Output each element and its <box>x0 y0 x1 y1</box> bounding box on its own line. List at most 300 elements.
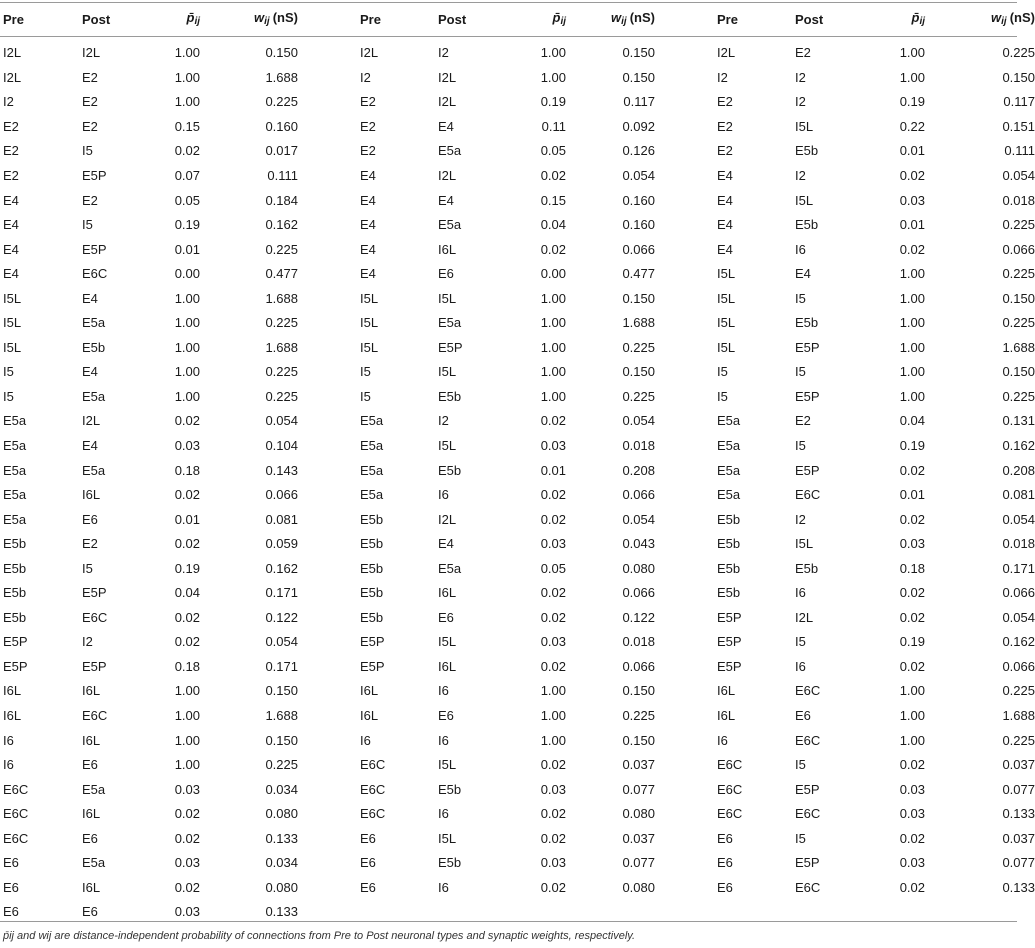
cell-pre: E6 <box>360 879 376 895</box>
cell-post: E6C <box>795 487 821 503</box>
cell-weight: 0.225 <box>622 388 655 404</box>
cell-weight: 0.077 <box>1002 781 1035 797</box>
cell-weight: 1.688 <box>265 69 298 85</box>
cell-pre: E5P <box>360 634 385 650</box>
cell-weight: 0.150 <box>1002 364 1035 380</box>
cell-post: E6 <box>438 266 454 282</box>
cell-probability: 0.02 <box>174 830 200 846</box>
column-spacer <box>655 262 713 287</box>
column-spacer <box>298 35 356 66</box>
cell-weight: 0.017 <box>265 143 298 159</box>
cell-weight: 0.225 <box>265 757 298 773</box>
table-row <box>0 360 1035 385</box>
cell-weight: 0.018 <box>622 438 655 454</box>
column-spacer <box>298 164 356 189</box>
column-spacer <box>655 434 713 459</box>
cell-weight: 0.150 <box>1002 69 1035 85</box>
cell-pre: E5a <box>717 462 741 478</box>
cell-pre: E6 <box>3 904 19 920</box>
cell-probability: 0.02 <box>540 609 566 625</box>
cell-probability: 1.00 <box>899 708 925 724</box>
cell-pre: E6C <box>3 806 29 822</box>
cell-probability: 1.00 <box>899 266 925 282</box>
cell-weight: 0.133 <box>265 830 298 846</box>
weight-symbol: w <box>991 10 1002 25</box>
column-spacer <box>655 286 713 311</box>
cell-post: E6 <box>82 757 98 773</box>
cell-weight: 0.077 <box>622 781 655 797</box>
column-spacer <box>655 458 713 483</box>
table-top-rule <box>0 2 1017 3</box>
cell-post: E5P <box>795 339 820 355</box>
header-post: Post <box>795 12 824 27</box>
cell-probability: 0.03 <box>899 781 925 797</box>
cell-post: I5 <box>82 217 93 233</box>
cell-weight: 0.066 <box>622 487 655 503</box>
cell-post: E5P <box>82 241 107 257</box>
cell-probability: 1.00 <box>174 94 200 110</box>
cell-post: E5P <box>82 168 107 183</box>
cell-post: I5L <box>438 290 457 306</box>
cell-probability: 1.00 <box>540 339 566 355</box>
cell-post: I2 <box>795 511 806 527</box>
cell-probability: 0.02 <box>174 487 200 503</box>
cell-weight: 0.080 <box>622 806 655 822</box>
cell-probability: 1.00 <box>899 683 925 699</box>
cell-pre: E2 <box>717 143 733 159</box>
column-spacer <box>655 581 713 606</box>
cell-post: I5L <box>438 757 457 773</box>
cell-probability: 0.18 <box>899 560 925 576</box>
cell-pre: E2 <box>717 118 733 134</box>
cell-pre: E5a <box>3 413 27 429</box>
cell-weight: 0.225 <box>1002 266 1035 282</box>
cell-post: E5b <box>795 315 819 331</box>
cell-weight: 0.477 <box>265 266 298 282</box>
cell-post: I2 <box>795 69 806 85</box>
table-row <box>0 35 1035 66</box>
cell-post: E2 <box>82 69 98 85</box>
cell-post: E5b <box>795 217 819 233</box>
column-spacer <box>298 360 356 385</box>
cell-pre: I6 <box>717 732 728 748</box>
cell-pre: E6 <box>360 855 376 871</box>
cell-weight: 0.150 <box>265 683 298 699</box>
cell-pre: E2 <box>360 143 376 159</box>
cell-pre: E5P <box>717 634 742 650</box>
cell-pre: I6L <box>360 708 379 724</box>
probability-subscript: ij <box>919 16 925 27</box>
cell-probability: 0.22 <box>899 118 925 134</box>
cell-pre: I5 <box>717 388 728 404</box>
cell-pre: E5a <box>3 511 27 527</box>
cell-probability: 0.19 <box>899 94 925 110</box>
cell-weight: 0.054 <box>265 413 298 429</box>
cell-weight: 0.066 <box>1002 241 1035 257</box>
table-row <box>0 802 1035 827</box>
cell-weight: 0.081 <box>1002 487 1035 503</box>
column-spacer <box>298 409 356 434</box>
cell-pre: E6C <box>717 806 743 822</box>
cell-pre: I5 <box>3 364 14 380</box>
cell-post: E4 <box>438 192 454 208</box>
cell-probability: 1.00 <box>540 315 566 331</box>
cell-weight: 1.688 <box>265 339 298 355</box>
cell-pre: E5b <box>3 536 27 552</box>
column-spacer <box>655 360 713 385</box>
cell-pre: I5L <box>3 315 22 331</box>
cell-weight: 1.688 <box>622 315 655 331</box>
cell-pre: E6 <box>717 830 733 846</box>
cell-post: I6L <box>438 241 457 257</box>
column-spacer <box>655 655 713 680</box>
cell-pre: I6L <box>717 708 736 724</box>
cell-weight: 0.208 <box>1002 462 1035 478</box>
column-spacer <box>655 851 713 876</box>
cell-probability: 1.00 <box>899 45 925 61</box>
cell-post: E5P <box>82 658 107 674</box>
cell-post: E2 <box>795 413 811 429</box>
cell-probability: 0.04 <box>540 217 566 233</box>
header-probability: $p̄_{ij}$ <box>911 10 925 27</box>
column-spacer <box>298 483 356 508</box>
cell-weight: 0.184 <box>265 192 298 208</box>
cell-pre: E2 <box>3 118 19 134</box>
probability-subscript: ij <box>560 16 566 27</box>
cell-pre: I6L <box>3 683 22 699</box>
cell-post: E6C <box>82 708 108 724</box>
cell-post: E4 <box>438 536 454 552</box>
cell-probability: 1.00 <box>540 69 566 85</box>
cell-weight: 0.151 <box>1002 118 1035 134</box>
cell-probability: 0.03 <box>540 536 566 552</box>
cell-post: I6 <box>438 732 449 748</box>
table-row <box>0 311 1035 336</box>
cell-weight: 0.143 <box>265 462 298 478</box>
cell-post: E6 <box>795 708 811 724</box>
cell-probability: 0.02 <box>540 585 566 601</box>
column-spacer <box>298 728 356 753</box>
column-spacer <box>655 66 713 91</box>
cell-weight: 0.225 <box>265 388 298 404</box>
table-row <box>0 777 1035 802</box>
column-spacer <box>655 753 713 778</box>
cell-weight: 0.080 <box>622 560 655 576</box>
cell-pre: E6C <box>3 781 29 797</box>
cell-probability: 0.03 <box>899 192 925 208</box>
cell-post: I5 <box>82 143 93 159</box>
cell-pre: E5P <box>360 658 385 674</box>
column-spacer <box>655 385 713 410</box>
column-spacer <box>298 876 356 901</box>
cell-probability: 0.02 <box>540 168 566 183</box>
cell-weight: 0.162 <box>1002 438 1035 454</box>
cell-probability: 0.02 <box>174 879 200 895</box>
column-spacer <box>298 90 356 115</box>
column-spacer <box>298 336 356 361</box>
cell-pre: E4 <box>717 192 733 208</box>
cell-pre: E4 <box>3 217 19 233</box>
cell-probability: 0.02 <box>540 511 566 527</box>
cell-weight: 1.688 <box>265 290 298 306</box>
weight-unit: (nS) <box>272 10 298 25</box>
table-row <box>0 385 1035 410</box>
cell-pre: E5b <box>360 560 384 576</box>
cell-weight: 0.225 <box>1002 217 1035 233</box>
cell-weight: 0.018 <box>1002 536 1035 552</box>
cell-weight: 0.117 <box>1003 94 1035 110</box>
column-spacer <box>655 483 713 508</box>
cell-weight: 0.054 <box>622 511 655 527</box>
table-row <box>0 90 1035 115</box>
cell-pre: E4 <box>360 217 376 233</box>
cell-post: I6 <box>795 241 806 257</box>
cell-weight: 0.225 <box>1002 683 1035 699</box>
column-spacer <box>655 630 713 655</box>
cell-weight: 0.034 <box>265 781 298 797</box>
cell-post: I5 <box>795 830 806 846</box>
cell-post: E6C <box>82 609 108 625</box>
cell-weight: 0.054 <box>1002 511 1035 527</box>
cell-post: E5a <box>82 388 106 404</box>
cell-post: E5a <box>82 855 106 871</box>
cell-post: I6L <box>82 732 101 748</box>
cell-post: I2 <box>795 168 806 183</box>
cell-probability: 1.00 <box>174 732 200 748</box>
cell-probability: 0.15 <box>174 118 200 134</box>
header-pre: Pre <box>360 12 381 27</box>
cell-probability: 1.00 <box>174 388 200 404</box>
cell-post: I2 <box>82 634 93 650</box>
cell-pre: E5a <box>3 462 27 478</box>
cell-post: I6L <box>82 487 101 503</box>
cell-probability: 0.02 <box>174 634 200 650</box>
cell-post: E5a <box>82 781 106 797</box>
cell-weight: 0.122 <box>622 609 655 625</box>
weight-unit: (nS) <box>1009 10 1035 25</box>
cell-probability: 0.03 <box>174 904 200 920</box>
cell-post: I2 <box>438 413 449 429</box>
cell-post: I6L <box>82 879 101 895</box>
cell-pre: E4 <box>3 241 19 257</box>
column-spacer <box>655 336 713 361</box>
cell-weight: 0.054 <box>265 634 298 650</box>
cell-post: I5 <box>795 364 806 380</box>
cell-post: I6 <box>438 487 449 503</box>
column-spacer <box>298 458 356 483</box>
cell-weight: 0.054 <box>1002 609 1035 625</box>
weight-subscript: ij <box>264 16 270 27</box>
cell-probability: 0.02 <box>540 487 566 503</box>
column-spacer <box>655 90 713 115</box>
cell-probability: 0.02 <box>899 658 925 674</box>
cell-probability: 1.00 <box>174 45 200 61</box>
cell-post: I5L <box>438 438 457 454</box>
cell-post: E5b <box>438 462 462 478</box>
cell-weight: 0.037 <box>1002 830 1035 846</box>
cell-weight: 0.066 <box>622 658 655 674</box>
column-spacer <box>655 728 713 753</box>
cell-probability: 1.00 <box>174 315 200 331</box>
cell-weight: 0.131 <box>1002 413 1035 429</box>
cell-probability: 0.03 <box>540 634 566 650</box>
cell-probability: 1.00 <box>174 69 200 85</box>
cell-pre: E5a <box>717 438 741 454</box>
cell-probability: 1.00 <box>540 364 566 380</box>
table-row <box>0 409 1035 434</box>
cell-post: E6 <box>438 708 454 724</box>
cell-probability: 0.02 <box>899 462 925 478</box>
cell-pre: E5b <box>360 511 384 527</box>
cell-pre: I5L <box>3 290 22 306</box>
cell-pre: I5 <box>360 364 371 380</box>
cell-probability: 1.00 <box>540 683 566 699</box>
cell-weight: 0.034 <box>265 855 298 871</box>
cell-post: I6 <box>438 683 449 699</box>
column-spacer <box>655 188 713 213</box>
weight-unit: (nS) <box>629 10 655 25</box>
cell-probability: 0.01 <box>899 487 925 503</box>
cell-pre: E5a <box>360 413 384 429</box>
cell-pre: E5a <box>3 487 27 503</box>
cell-probability: 0.02 <box>540 806 566 822</box>
cell-weight: 0.225 <box>1002 315 1035 331</box>
cell-probability: 0.02 <box>540 413 566 429</box>
cell-post: E6C <box>795 732 821 748</box>
cell-pre: I6L <box>717 683 736 699</box>
cell-pre: E5P <box>717 609 742 625</box>
cell-weight: 0.160 <box>265 118 298 134</box>
cell-probability: 0.03 <box>540 438 566 454</box>
cell-post: I5L <box>795 118 814 134</box>
cell-pre: E5P <box>717 658 742 674</box>
column-spacer <box>655 606 713 631</box>
cell-post: E5P <box>795 388 820 404</box>
cell-probability: 0.04 <box>899 413 925 429</box>
cell-probability: 0.02 <box>899 879 925 895</box>
cell-weight: 1.688 <box>265 708 298 724</box>
cell-weight: 0.150 <box>622 45 655 61</box>
column-spacer <box>655 777 713 802</box>
cell-weight: 0.054 <box>622 168 655 183</box>
column-spacer <box>298 556 356 581</box>
column-spacer <box>655 213 713 238</box>
cell-post: I6L <box>438 585 457 601</box>
cell-weight: 0.111 <box>267 168 298 183</box>
cell-post: I5L <box>795 192 814 208</box>
cell-pre: I5L <box>717 290 736 306</box>
cell-pre: I2L <box>3 69 22 85</box>
cell-weight: 0.037 <box>622 757 655 773</box>
cell-post: E2 <box>795 45 811 61</box>
cell-post: E2 <box>82 192 98 208</box>
weight-subscript: ij <box>1001 16 1007 27</box>
cell-post: I2L <box>82 413 101 429</box>
cell-post: E5a <box>438 143 462 159</box>
cell-pre: E5b <box>360 585 384 601</box>
cell-probability: 0.02 <box>174 143 200 159</box>
cell-pre: E2 <box>3 168 19 183</box>
cell-pre: E5b <box>717 511 741 527</box>
table-row <box>0 728 1035 753</box>
cell-weight: 0.133 <box>1002 806 1035 822</box>
cell-post: I6L <box>438 658 457 674</box>
cell-weight: 0.150 <box>622 732 655 748</box>
cell-probability: 0.03 <box>174 438 200 454</box>
table-row <box>0 679 1035 704</box>
cell-post: I6L <box>82 806 101 822</box>
cell-probability: 0.01 <box>174 241 200 257</box>
column-spacer <box>655 532 713 557</box>
cell-post: E5a <box>82 315 106 331</box>
cell-pre: E6C <box>717 781 743 797</box>
cell-pre: E5b <box>360 609 384 625</box>
column-spacer <box>655 164 713 189</box>
table-row <box>0 66 1035 91</box>
cell-probability: 1.00 <box>174 364 200 380</box>
cell-weight: 1.688 <box>1002 708 1035 724</box>
cell-probability: 0.02 <box>174 806 200 822</box>
cell-probability: 0.02 <box>899 585 925 601</box>
column-spacer <box>298 532 356 557</box>
cell-pre: I5L <box>360 339 379 355</box>
cell-probability: 0.05 <box>540 560 566 576</box>
table-row <box>0 286 1035 311</box>
cell-weight: 0.054 <box>1002 168 1035 183</box>
column-spacer <box>655 5 713 35</box>
column-spacer <box>655 35 713 66</box>
header-weight <box>566 5 655 35</box>
cell-weight: 0.225 <box>1002 732 1035 748</box>
cell-pre: I2L <box>360 45 379 61</box>
cell-post: E5P <box>82 585 107 601</box>
cell-pre: E5a <box>3 438 27 454</box>
cell-weight: 0.208 <box>622 462 655 478</box>
cell-probability: 1.00 <box>899 732 925 748</box>
cell-post: I2L <box>795 609 814 625</box>
cell-probability: 0.19 <box>899 438 925 454</box>
cell-probability: 1.00 <box>174 290 200 306</box>
cell-weight: 0.150 <box>622 683 655 699</box>
table-row <box>0 507 1035 532</box>
table-row <box>0 532 1035 557</box>
column-spacer <box>298 139 356 164</box>
cell-post: E5a <box>438 217 462 233</box>
cell-probability: 0.03 <box>174 781 200 797</box>
column-spacer <box>298 777 356 802</box>
cell-post: E2 <box>82 94 98 110</box>
cell-probability: 0.01 <box>899 217 925 233</box>
cell-probability: 0.15 <box>540 192 566 208</box>
cell-pre: E5b <box>3 585 27 601</box>
cell-probability: 0.02 <box>174 536 200 552</box>
cell-weight: 0.092 <box>622 118 655 134</box>
column-spacer <box>298 851 356 876</box>
cell-probability: 1.00 <box>540 732 566 748</box>
cell-pre: I2 <box>3 94 14 110</box>
cell-pre: I5L <box>717 266 736 282</box>
cell-weight: 0.171 <box>265 585 298 601</box>
cell-pre: I5 <box>360 388 371 404</box>
cell-weight: 0.018 <box>622 634 655 650</box>
column-spacer <box>655 311 713 336</box>
cell-pre: E5b <box>717 536 741 552</box>
cell-pre: I2 <box>717 69 728 85</box>
column-spacer <box>655 704 713 729</box>
cell-post: I5 <box>795 438 806 454</box>
cell-post: I6 <box>795 658 806 674</box>
cell-probability: 0.02 <box>174 413 200 429</box>
